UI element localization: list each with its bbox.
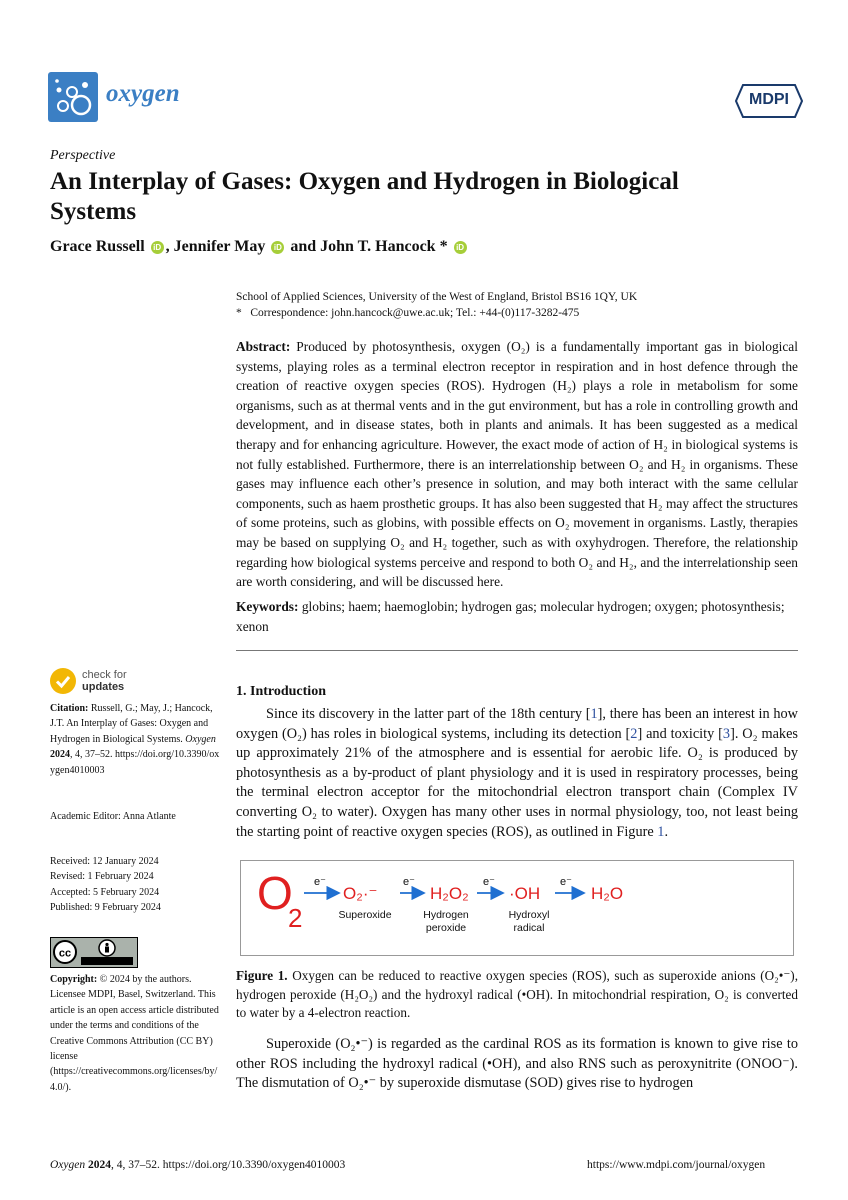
creative-commons-icon	[54, 941, 76, 963]
citation-text: Russell, G.; May, J.; Hancock, J.T. An Interplay of Gases: Oxygen and Hydrogen in Biological Systems.	[50, 703, 213, 745]
figure-1	[240, 860, 794, 956]
species-hydroxyl-radical: ·OH	[509, 884, 541, 903]
footer-citation	[50, 1159, 345, 1171]
body-paragraph: Superoxide (O₂•⁻) is regarded as the cardinal ROS as its formation is known to give rise to other ROS including the hydroxyl radical (•OH), and also RNS such as peroxynitrite (ONOO⁻). The dismutation of O₂•⁻ by superoxide dismutase (SOD) gives rise to hydrogen	[236, 1036, 798, 1092]
article-type: Perspective	[50, 148, 116, 163]
svg-text:cc: cc	[58, 947, 72, 960]
para-text: .	[664, 823, 669, 840]
check-for-label: check for	[82, 669, 127, 681]
journal-name[interactable]: oxygen	[106, 80, 180, 107]
section-heading: 1. Introduction	[236, 684, 326, 699]
caption-label: Figure 1.	[236, 968, 288, 983]
updates-label: updates	[82, 681, 125, 693]
caption-text: Oxygen can be reduced to reactive oxygen species (ROS), such as superoxide anions (O₂•⁻), hydrogen peroxide (H₂O₂) and the hydroxyl radical (•OH). In mitochondrial respiration, O₂ is converted to water by a 4-electron reaction.	[236, 968, 798, 1021]
section-divider	[236, 650, 798, 651]
para-text: ]. O₂ makes up approximately 21% of the atmosphere and is essential for aerobic life. O₂ is produced by photosynthesis as a by-product of plant physiology and it is used in respiratory processes, being the terminal electron acceptor for the mitochondrial electron transport chain (Complex IV converting O₂ to water). Oxygen has many other uses in normal physiology, too, not least being the starting point of reactive oxygen species (ROS), as outlined in Figure	[236, 725, 798, 840]
reference-link[interactable]: 1	[590, 706, 598, 722]
species-water: H₂O	[591, 884, 624, 903]
citation	[50, 701, 222, 778]
species-hydrogen-peroxide: H₂O₂	[430, 884, 469, 903]
footer-doi[interactable]: , 4, 37–52. https://doi.org/10.3390/oxygen4010003	[111, 1159, 346, 1171]
orcid-icon[interactable]: iD	[271, 241, 284, 254]
author-list	[50, 238, 469, 256]
author-name[interactable]: Grace Russell	[50, 238, 145, 255]
correspondence: * Correspondence: john.hancock@uwe.ac.uk; Tel.: +44-(0)117-3282-475	[236, 307, 580, 319]
figure-o2-subscript: 2	[288, 903, 303, 933]
electron-label: e⁻	[403, 876, 415, 888]
figure-o2-symbol: O	[257, 867, 293, 919]
article-title: An Interplay of Gases: Oxygen and Hydrogen in Biological Systems	[50, 168, 679, 225]
electron-label: e⁻	[560, 876, 572, 888]
citation-doi[interactable]: https://doi.org/10.3390/oxygen4010003	[50, 749, 220, 776]
journal-logo-icon	[48, 72, 98, 122]
author-name[interactable]: John T. Hancock *	[320, 238, 448, 255]
attribution-person-icon	[99, 940, 115, 956]
orcid-icon[interactable]: iD	[151, 241, 164, 254]
figure-caption	[236, 967, 798, 1023]
author-name[interactable]: Jennifer May	[173, 238, 266, 255]
mdpi-logo[interactable]	[735, 84, 803, 118]
electron-label: e⁻	[314, 876, 326, 888]
keywords-text: globins; haem; haemoglobin; hydrogen gas; molecular hydrogen; oxygen; photosynthesis; xenon	[236, 599, 785, 634]
keywords-label: Keywords:	[236, 599, 299, 614]
citation-volume: , 4, 37–52.	[70, 749, 113, 761]
intro-paragraph	[236, 705, 798, 842]
citation-label: Citation:	[50, 703, 89, 714]
date-accepted: Accepted: 5 February 2024	[50, 886, 160, 898]
footer-url[interactable]: https://www.mdpi.com/journal/oxygen	[587, 1159, 766, 1171]
citation-journal: Oxygen	[185, 733, 216, 745]
affiliation: School of Applied Sciences, University of the West of England, Bristol BS16 1QY, UK	[236, 291, 638, 303]
species-superoxide: O₂·⁻	[343, 884, 378, 903]
abstract	[236, 337, 798, 592]
dates	[50, 854, 222, 916]
date-received: Received: 12 January 2024	[50, 856, 159, 867]
electron-label: e⁻	[483, 876, 495, 888]
footer-year: 2024	[88, 1159, 111, 1171]
orcid-icon[interactable]: iD	[454, 241, 467, 254]
label-peroxide: peroxide	[425, 922, 467, 934]
reference-link[interactable]: 2	[630, 725, 638, 742]
cc-by-license-badge[interactable]	[50, 937, 138, 968]
checkmark-icon	[50, 668, 76, 694]
figure-link[interactable]: 1	[657, 823, 665, 840]
reference-link[interactable]: 3	[722, 725, 731, 742]
label-radical: radical	[513, 922, 545, 934]
abstract-text: Produced by photosynthesis, oxygen (O₂) is a fundamentally important gas in biological systems, playing roles as a terminal electron receptor in respiration and in host defence through the creation of reactive oxygen species (ROS). Hydrogen (H₂) plays a role in metabolism for some organisms, such as at thermal vents and in the gut environment, but has a role in controlling growth and development, and in disease states, both in plants and animals. It has been suggested as a medical therapy and for enhancing agriculture. However, the exact mode of action of H₂ in biological systems is not fully established. Furthermore, there is an interrelationship between O₂ and H₂ in organisms. These gases may influence each other’s presence in solution, and may both interact with the same cellular components, such as haem prosthetic groups. It has also been suggested that H₂ may affect the structures of some proteins, such as globins, with possible effects on O₂ movement in organisms. Lastly, therapies may be based on supplying O₂ and H₂ together, such as with oxyhydrogen. Therefore, the relationship regarding how biological systems perceive and respond to both O₂ and H₂, and the interrelationship seen are worth considering, and will be discussed here.	[236, 339, 798, 590]
author-separator: and	[286, 238, 321, 255]
author-separator: ,	[165, 238, 174, 255]
footer-journal: Oxygen	[50, 1159, 86, 1171]
copyright-label: Copyright:	[50, 974, 98, 985]
mdpi-label: MDPI	[749, 91, 789, 108]
copyright-text: © 2024 by the authors. Licensee MDPI, Basel, Switzerland. This article is an open access article distributed under the terms and conditions of the Creative Commons Attribution (CC BY) license (https://creativecommons.org/licenses/by/4.0/).	[50, 974, 219, 1093]
date-published: Published: 9 February 2024	[50, 902, 161, 914]
copyright	[50, 972, 222, 1095]
para-text: ] and toxicity [	[637, 725, 723, 742]
para-text: Since its discovery in the latter part of the 18th century [	[266, 706, 591, 722]
label-hydrogen: Hydrogen	[423, 909, 469, 921]
date-revised: Revised: 1 February 2024	[50, 871, 154, 883]
affiliation-block	[236, 289, 637, 321]
academic-editor: Academic Editor: Anna Atlante	[50, 811, 176, 822]
para-text: ], there has been an interest in how oxygen (O₂) has roles in biological systems, including its detection [	[236, 706, 798, 742]
abstract-label: Abstract:	[236, 339, 291, 354]
label-superoxide: Superoxide	[338, 909, 392, 921]
keywords	[236, 597, 798, 636]
label-hydroxyl: Hydroxyl	[508, 909, 550, 921]
citation-year: 2024	[50, 749, 70, 761]
